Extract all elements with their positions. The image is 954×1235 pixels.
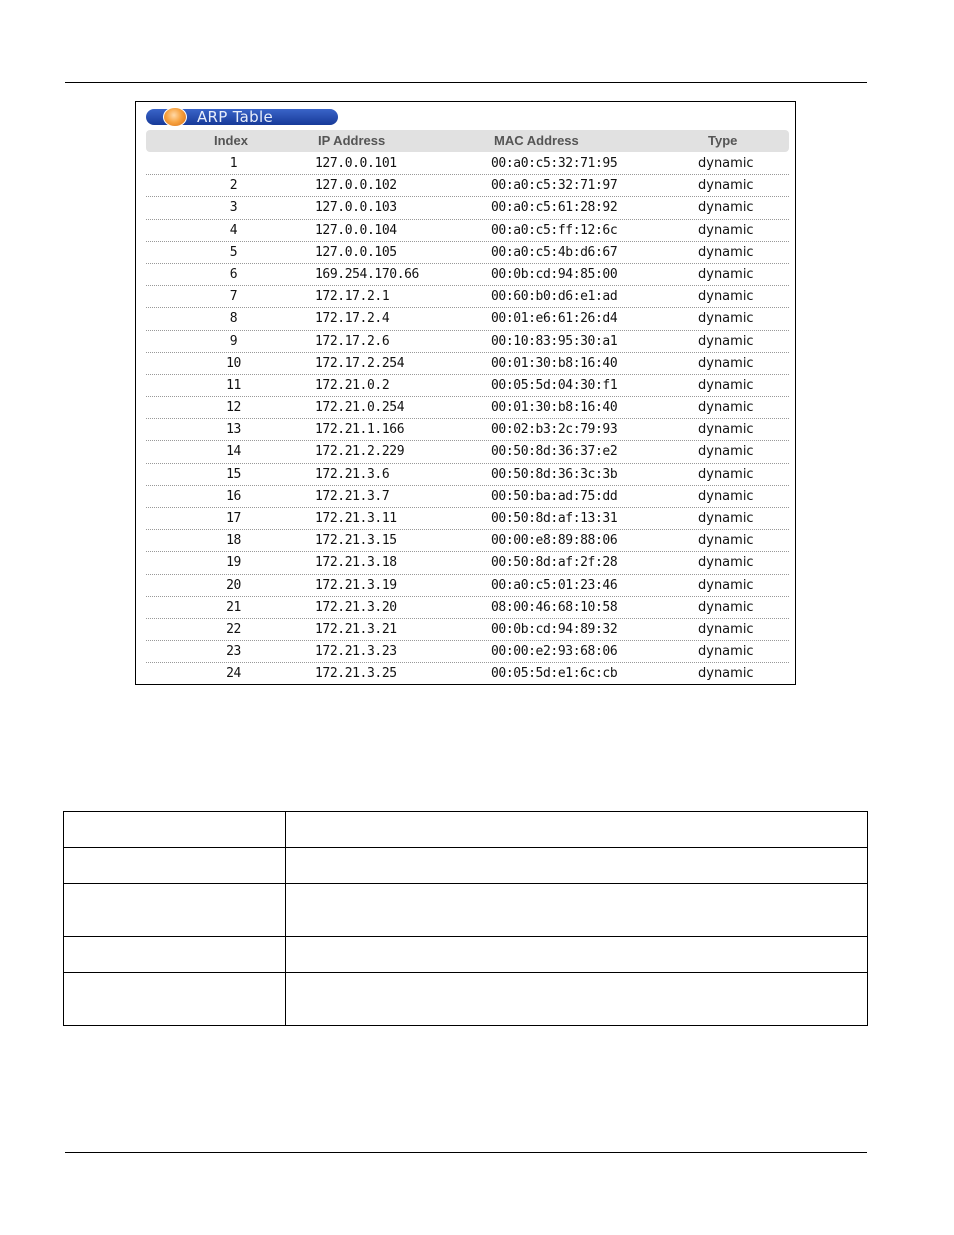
row-index: 7 <box>229 289 238 305</box>
row-type: dynamic <box>698 488 754 504</box>
table-row <box>146 575 789 597</box>
table-row <box>146 464 789 486</box>
table-row <box>64 973 868 1026</box>
table-row <box>146 286 789 308</box>
row-mac-address: 00:a0:c5:32:71:97 <box>491 178 618 194</box>
table-row <box>146 331 789 353</box>
row-index: 1 <box>229 156 238 171</box>
table-row <box>64 812 868 848</box>
row-index: 9 <box>229 333 238 349</box>
row-ip-address: 172.21.3.25 <box>315 666 397 682</box>
row-index: 18 <box>226 533 241 549</box>
row-ip-address: 127.0.0.105 <box>315 244 397 260</box>
row-type: dynamic <box>698 333 754 349</box>
panel-title: ARP Table <box>197 108 273 126</box>
row-mac-address: 08:00:46:68:10:58 <box>491 599 618 615</box>
row-type: dynamic <box>698 577 754 593</box>
col-type-header: Type <box>708 133 738 148</box>
row-mac-address: 00:01:e6:61:26:d4 <box>491 311 618 327</box>
row-mac-address: 00:a0:c5:4b:d6:67 <box>491 244 618 260</box>
row-index: 13 <box>226 422 241 438</box>
table-row <box>146 619 789 641</box>
row-type: dynamic <box>698 222 754 238</box>
row-index: 22 <box>226 621 241 637</box>
row-index: 4 <box>229 222 238 238</box>
row-type: dynamic <box>698 289 754 305</box>
row-ip-address: 172.17.2.6 <box>315 333 390 349</box>
row-type: dynamic <box>698 377 754 393</box>
row-index: 15 <box>226 466 241 482</box>
row-index: 21 <box>226 599 241 615</box>
table-row <box>146 353 789 375</box>
row-index: 24 <box>226 666 241 682</box>
arp-table-screenshot <box>135 101 796 685</box>
row-ip-address: 172.21.3.11 <box>315 511 397 526</box>
table-row <box>146 597 789 619</box>
row-type: dynamic <box>698 355 754 371</box>
row-ip-address: 172.21.3.7 <box>315 488 390 504</box>
bottom-rule <box>65 1152 867 1153</box>
table-row <box>64 884 868 937</box>
row-mac-address: 00:50:8d:36:37:e2 <box>491 444 618 460</box>
row-ip-address: 172.21.3.23 <box>315 644 397 660</box>
table-row <box>146 663 789 685</box>
row-index: 12 <box>226 400 241 416</box>
table-row <box>64 848 868 884</box>
row-index: 8 <box>229 311 238 327</box>
table-row <box>146 552 789 574</box>
table-row <box>146 641 789 663</box>
row-ip-address: 172.21.3.15 <box>315 533 397 549</box>
row-mac-address: 00:10:83:95:30:a1 <box>491 333 618 349</box>
row-type: dynamic <box>698 178 754 194</box>
row-type: dynamic <box>698 599 754 615</box>
row-ip-address: 172.21.3.18 <box>315 555 397 571</box>
row-type: dynamic <box>698 444 754 460</box>
row-index: 19 <box>226 555 241 571</box>
row-type: dynamic <box>698 533 754 549</box>
row-ip-address: 127.0.0.103 <box>315 200 397 216</box>
row-mac-address: 00:50:8d:36:3c:3b <box>491 466 618 482</box>
row-type: dynamic <box>698 244 754 260</box>
table-row <box>146 375 789 397</box>
top-rule <box>65 82 867 83</box>
col-index-header: Index <box>214 133 248 148</box>
row-type: dynamic <box>698 200 754 216</box>
row-index: 17 <box>226 511 241 526</box>
row-index: 5 <box>229 244 238 260</box>
row-ip-address: 172.17.2.4 <box>315 311 390 327</box>
row-mac-address: 00:a0:c5:61:28:92 <box>491 200 618 216</box>
row-mac-address: 00:00:e2:93:68:06 <box>491 644 618 660</box>
row-ip-address: 127.0.0.102 <box>315 178 397 194</box>
row-index: 16 <box>226 488 241 504</box>
table-header <box>146 130 789 152</box>
row-mac-address: 00:50:8d:af:2f:28 <box>491 555 618 571</box>
row-ip-address: 172.21.3.6 <box>315 466 390 482</box>
row-ip-address: 172.21.0.254 <box>315 400 405 416</box>
col-ip-header: IP Address <box>318 133 386 148</box>
row-ip-address: 172.21.3.19 <box>315 577 397 593</box>
table-row <box>146 508 789 530</box>
row-type: dynamic <box>698 311 754 327</box>
row-index: 3 <box>229 200 238 216</box>
row-ip-address: 127.0.0.101 <box>315 156 397 171</box>
row-ip-address: 172.21.1.166 <box>315 422 405 438</box>
row-index: 14 <box>226 444 241 460</box>
arp-rows <box>146 153 789 685</box>
row-index: 2 <box>229 178 238 194</box>
row-ip-address: 172.21.3.20 <box>315 599 397 615</box>
col-mac-header: MAC Address <box>494 133 579 148</box>
row-mac-address: 00:01:30:b8:16:40 <box>491 355 618 371</box>
row-type: dynamic <box>698 466 754 482</box>
row-index: 11 <box>226 377 241 393</box>
table-row <box>146 397 789 419</box>
row-mac-address: 00:0b:cd:94:85:00 <box>491 266 618 282</box>
table-row <box>146 175 789 197</box>
table-row <box>146 419 789 441</box>
row-mac-address: 00:a0:c5:ff:12:6c <box>491 222 618 238</box>
table-row <box>146 242 789 264</box>
table-row <box>64 937 868 973</box>
row-type: dynamic <box>698 511 754 526</box>
table-row <box>146 153 789 175</box>
row-mac-address: 00:05:5d:04:30:f1 <box>491 377 618 393</box>
row-ip-address: 169.254.170.66 <box>315 266 419 282</box>
row-ip-address: 172.21.3.21 <box>315 621 397 637</box>
row-type: dynamic <box>698 555 754 571</box>
row-ip-address: 172.17.2.1 <box>315 289 390 305</box>
table-row <box>146 197 789 219</box>
row-mac-address: 00:02:b3:2c:79:93 <box>491 422 618 438</box>
panel-title-bar <box>146 109 338 125</box>
row-mac-address: 00:50:ba:ad:75:dd <box>491 488 618 504</box>
table-row <box>146 220 789 242</box>
row-ip-address: 172.21.0.2 <box>315 377 390 393</box>
row-index: 20 <box>226 577 241 593</box>
row-index: 23 <box>226 644 241 660</box>
row-type: dynamic <box>698 156 754 171</box>
description-table <box>63 811 868 1026</box>
row-type: dynamic <box>698 422 754 438</box>
row-type: dynamic <box>698 621 754 637</box>
table-row <box>146 441 789 463</box>
table-row <box>146 264 789 286</box>
row-mac-address: 00:05:5d:e1:6c:cb <box>491 666 618 682</box>
table-row <box>146 486 789 508</box>
row-mac-address: 00:00:e8:89:88:06 <box>491 533 618 549</box>
row-type: dynamic <box>698 266 754 282</box>
orb-icon <box>163 107 187 127</box>
row-mac-address: 00:a0:c5:32:71:95 <box>491 156 618 171</box>
row-mac-address: 00:a0:c5:01:23:46 <box>491 577 618 593</box>
row-mac-address: 00:0b:cd:94:89:32 <box>491 621 618 637</box>
row-type: dynamic <box>698 400 754 416</box>
row-ip-address: 127.0.0.104 <box>315 222 397 238</box>
row-ip-address: 172.21.2.229 <box>315 444 405 460</box>
row-mac-address: 00:01:30:b8:16:40 <box>491 400 618 416</box>
row-type: dynamic <box>698 666 754 682</box>
table-row <box>146 530 789 552</box>
row-ip-address: 172.17.2.254 <box>315 355 405 371</box>
row-mac-address: 00:60:b0:d6:e1:ad <box>491 289 618 305</box>
row-index: 6 <box>229 266 238 282</box>
row-type: dynamic <box>698 644 754 660</box>
row-mac-address: 00:50:8d:af:13:31 <box>491 511 618 526</box>
row-index: 10 <box>226 355 241 371</box>
table-row <box>146 308 789 330</box>
